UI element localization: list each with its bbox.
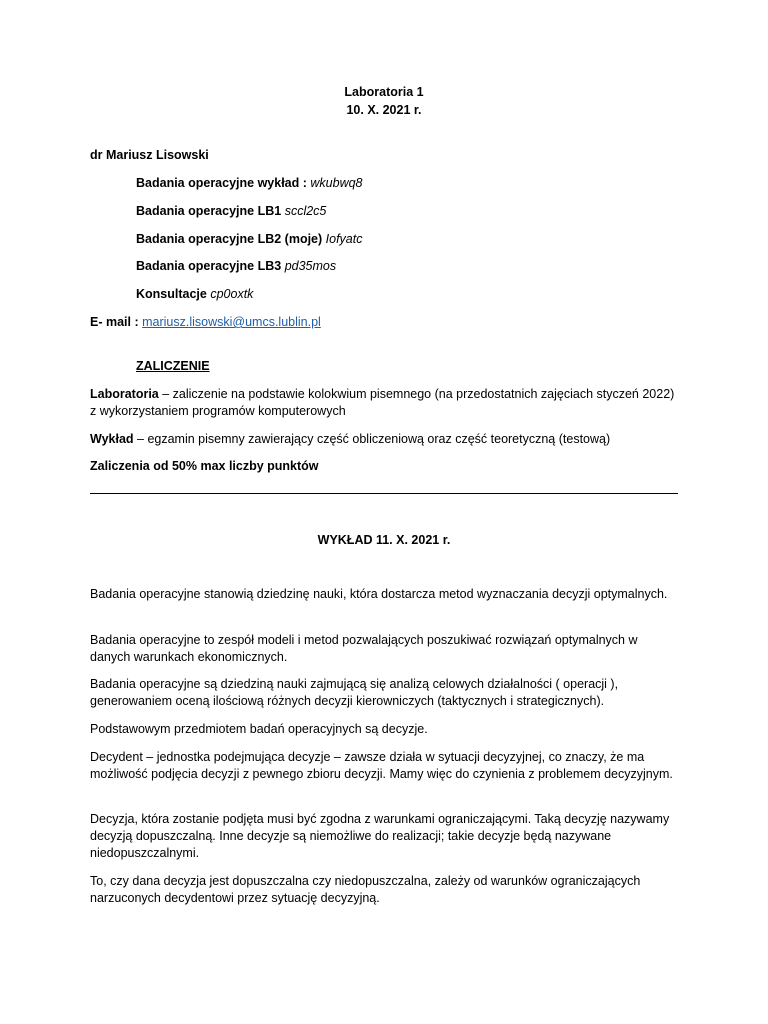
- code-label: Badania operacyjne LB1: [136, 204, 282, 218]
- code-label: Konsultacje: [136, 287, 207, 301]
- code-value: Iofyatc: [325, 232, 363, 246]
- lecture-paragraph: Podstawowym przedmiotem badań operacyjnych są decyzje.: [90, 722, 428, 736]
- email-label: E- mail :: [90, 315, 139, 329]
- email-link[interactable]: mariusz.lisowski@umcs.lublin.pl: [142, 315, 321, 329]
- code-label: Badania operacyjne LB2 (moje): [136, 232, 323, 246]
- zaliczenie-heading: ZALICZENIE: [136, 359, 210, 373]
- lecture-paragraph: Decyzja, która zostanie podjęta musi być zgodna z warunkami ograniczającymi. Taką decyzję nazywamy decyzją dopuszczalną. Inne decyzje są niemożliwe do realizacji; takie decyzje będą nazywane niedopuszczalnymi.: [90, 812, 670, 860]
- code-line-lecture: [136, 175, 363, 192]
- lecturer-name: dr Mariusz Lisowski: [90, 148, 209, 162]
- lecture-paragraph: Badania operacyjne to zespół modeli i metod pozwalających poszukiwać rozwiązań optymalnych w danych warunkach ekonomicznych.: [90, 633, 638, 664]
- document-date: 10. X. 2021 r.: [346, 103, 422, 117]
- code-value: pd35mos: [284, 259, 337, 273]
- code-value: sccl2c5: [284, 204, 327, 218]
- lecture-label: Wykład: [90, 432, 134, 446]
- code-line-lb2: [136, 231, 362, 248]
- lecture-requirement: [90, 431, 680, 448]
- lab-text: – zaliczenie na podstawie kolokwium pisemnego (na przedostatnich zajęciach styczeń 2022) z wykorzystaniem programów komputerowych: [90, 387, 675, 418]
- document-header: [0, 84, 768, 120]
- lab-label: Laboratoria: [90, 387, 159, 401]
- code-line-lb1: [136, 203, 326, 220]
- document-title: Laboratoria 1: [344, 85, 424, 99]
- code-label: Badania operacyjne wykład :: [136, 176, 307, 190]
- code-label: Badania operacyjne LB3: [136, 259, 282, 273]
- lab-requirement: [90, 386, 680, 420]
- code-value: wkubwq8: [310, 176, 363, 190]
- code-line-consultations: [136, 286, 253, 303]
- code-value: cp0oxtk: [210, 287, 254, 301]
- lecture-text: – egzamin pisemny zawierający część obliczeniową oraz część teoretyczną (testową): [133, 432, 611, 446]
- lecture-paragraph: Badania operacyjne są dziedziną nauki zajmującą się analizą celowych działalności ( operacji ), generowaniem oceną ilościową różnych decyzji kierowniczych (taktycznych i strategicznych).: [90, 677, 619, 708]
- horizontal-rule: [90, 493, 678, 494]
- email-line: [90, 314, 321, 331]
- code-line-lb3: [136, 258, 336, 275]
- lecture-paragraph: Decydent – jednostka podejmująca decyzje – zawsze działa w sytuacji decyzyjnej, co znaczy, że ma możliwość podjęcia decyzji z pewnego zbioru decyzji. Mamy więc do czynienia z problemem decyzyjnym.: [90, 750, 673, 781]
- lecture-paragraph: To, czy dana decyzja jest dopuszczalna czy niedopuszczalna, zależy od warunków ograniczających narzuconych decydentowi przez sytuację decyzyjną.: [90, 874, 641, 905]
- lecture-title: WYKŁAD 11. X. 2021 r.: [317, 533, 451, 547]
- pass-threshold: Zaliczenia od 50% max liczby punktów: [90, 459, 319, 473]
- lecture-paragraph: Badania operacyjne stanowią dziedzinę nauki, która dostarcza metod wyznaczania decyzji optymalnych.: [90, 587, 668, 601]
